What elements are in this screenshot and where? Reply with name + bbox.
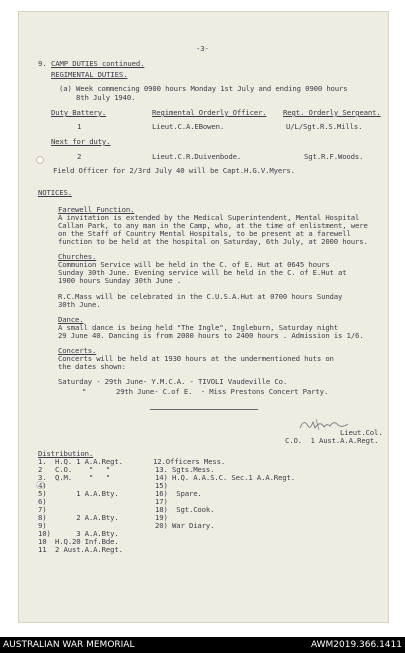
distribution-right-item: 18) Sgt.Cook.	[155, 505, 215, 514]
concert-entry-1: Saturday - 29th June- Y.M.C.A. - TIVOLI Vaudeville Co.	[58, 377, 288, 386]
distribution-left-item: 10 H.Q.20 Inf.Bde.	[38, 537, 119, 546]
week-line-1: (a) Week commencing 0900 hours Monday 1st July and ending 0900 hours	[59, 84, 348, 93]
concerts-line-1: Concerts will be held at 1930 hours at the undermentioned huts on	[58, 354, 334, 363]
duty-row-1-battery: 1	[77, 122, 82, 131]
concert-entry-2: " 29th June- C.of E. - Miss Prestons Concert Party.	[82, 387, 329, 396]
concerts-heading: Concerts.	[58, 346, 97, 355]
distribution-left-item: 10) 3 A.A.Bty.	[38, 529, 119, 538]
mass-line-2: 30th June.	[58, 300, 101, 309]
distribution-left-item: 6)	[38, 497, 47, 506]
churches-line-1: Communion Service will be held in the C. of E. Hut at 0645 hours	[58, 260, 330, 269]
distribution-left-item: 3. Q.M. " "	[38, 473, 111, 482]
distribution-left-item: 11 2 Aust.A.A.Regt.	[38, 545, 123, 554]
distribution-left-item: 9)	[38, 521, 47, 530]
distribution-right-item: 14) H.Q. A.A.S.C. Sec.1 A.A.Regt.	[155, 473, 296, 482]
duty-row-1-officer: Lieut.C.A.EBowen.	[152, 122, 225, 131]
mass-line-1: R.C.Mass will be celebrated in the C.U.S.A.Hut at 0700 hours Sunday	[58, 292, 343, 301]
field-officer-line: Field Officer for 2/3rd July 40 will be Capt.H.G.V.Myers.	[53, 166, 295, 175]
camp-duties-heading: CAMP DUTIES continued.	[51, 59, 145, 68]
duty-row-1-sergeant: U/L/Sgt.R.S.Mills.	[286, 122, 363, 131]
distribution-right-item: 19)	[155, 513, 168, 522]
dance-heading: Dance.	[58, 315, 84, 324]
distribution-left-item: 8) 2 A.A.Bty.	[38, 513, 119, 522]
signatory-rank: Lieut.Col.	[340, 428, 383, 437]
archive-name: AUSTRALIAN WAR MEMORIAL	[3, 640, 135, 650]
farewell-heading: Farewell Function.	[58, 205, 135, 214]
farewell-line-1: A invitation is extended by the Medical Superintendent, Mental Hospital	[58, 213, 360, 222]
distribution-right-item: 12.Officers Mess.	[153, 457, 226, 466]
archive-footer	[0, 637, 405, 653]
duty-battery-header: Duty Battery.	[51, 108, 107, 117]
orderly-sergeant-header: Regt. Orderly Sergeant.	[283, 108, 381, 117]
signatory-unit: C.O. 1 Aust.A.A.Regt.	[285, 436, 379, 445]
week-line-2: 8th July 1940.	[76, 93, 136, 102]
duty-row-2-officer: Lieut.C.R.Duivenbode.	[152, 152, 242, 161]
duty-row-2-battery: 2	[77, 152, 82, 161]
archive-reference: AWM2019.366.1411	[310, 640, 402, 650]
concerts-line-2: the dates shown:	[58, 362, 126, 371]
section-divider	[150, 409, 258, 410]
duty-row-2-sergeant: Sgt.R.F.Woods.	[304, 152, 364, 161]
next-for-duty-heading: Next for duty.	[51, 137, 111, 146]
punch-hole-top	[36, 156, 44, 164]
distribution-left-item: 5) 1 A.A.Bty.	[38, 489, 119, 498]
distribution-left-item: 1. H.Q. 1 A.A.Regt.	[38, 457, 123, 466]
dance-line-1: A small dance is being held "The Ingle", Ingleburn, Saturday night	[58, 323, 339, 332]
distribution-left-item: 2 C.O. " "	[38, 465, 111, 474]
orderly-officer-header: Regimental Orderly Officer.	[152, 108, 267, 117]
distribution-heading: Distribution.	[38, 449, 94, 458]
regimental-duties-heading: REGIMENTAL DUTIES.	[51, 70, 128, 79]
distribution-right-item: 13. Sgts.Mess.	[155, 465, 215, 474]
farewell-line-4: function to be held at the hospital on Saturday, 6th July, at 2000 hours.	[58, 237, 368, 246]
page-number: -3-	[196, 44, 209, 53]
farewell-line-3: on the Staff of Country Mental Hospitals, to be present at a farewell	[58, 229, 351, 238]
distribution-left-item: 4)	[38, 481, 47, 490]
notices-heading: NOTICES.	[38, 188, 72, 197]
farewell-line-2: Callan Park, to any man in the Camp, who, at the time of enlistment, were	[58, 221, 368, 230]
section-number: 9.	[38, 59, 47, 68]
distribution-right-item: 17)	[155, 497, 168, 506]
churches-line-3: 1900 hours Sunday 30th June .	[58, 276, 182, 285]
churches-line-2: Sunday 30th June. Evening service will be held in the C. of E.Hut at	[58, 268, 347, 277]
dance-line-2: 29 June 40. Dancing is from 2000 hours to 2400 hours . Admission is 1/6.	[58, 331, 364, 340]
distribution-left-item: 7)	[38, 505, 47, 514]
churches-heading: Churches.	[58, 252, 97, 261]
distribution-right-item: 15)	[155, 481, 168, 490]
distribution-right-item: 20) War Diary.	[155, 521, 215, 530]
distribution-right-item: 16) Spare.	[155, 489, 202, 498]
